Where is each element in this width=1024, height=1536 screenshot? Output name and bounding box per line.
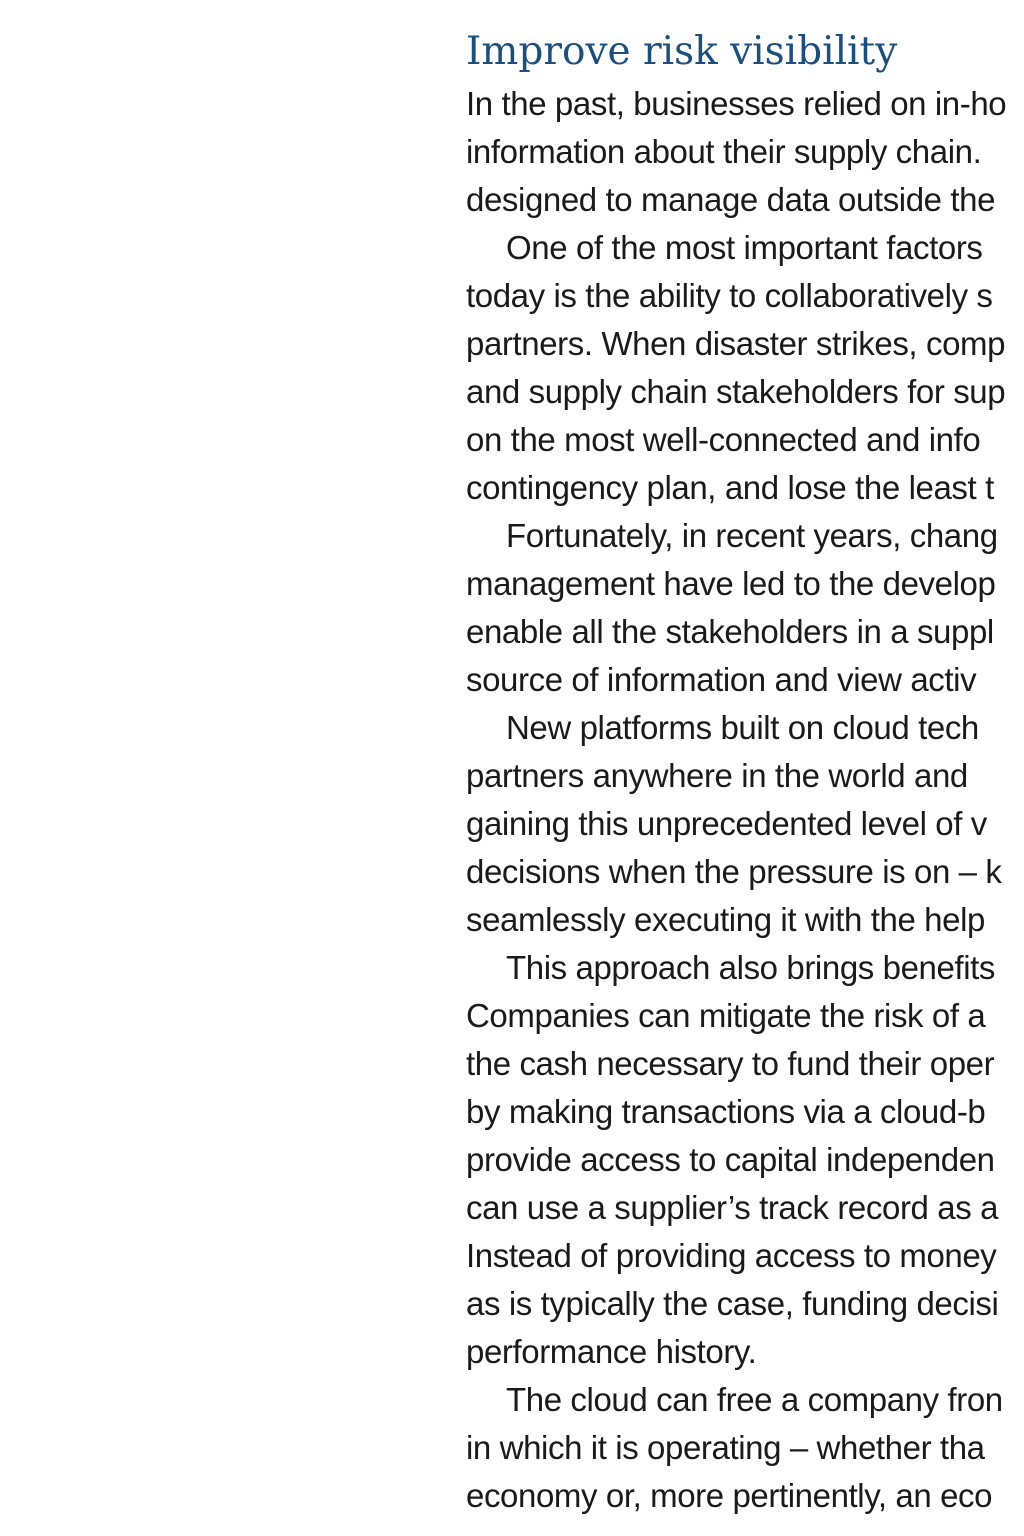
text-line: and supply chain stakeholders for sup [466,373,1006,410]
paragraph-first-line: The cloud can free a company fron [506,1381,1003,1418]
article-body [466,80,1024,1520]
text-line: management have led to the develop [466,565,996,602]
text-line: decisions when the pressure is on – k [466,853,1002,890]
text-line: Companies can mitigate the risk of a [466,997,986,1034]
paragraph-first-line: Fortunately, in recent years, chang [506,517,998,554]
text-line: today is the ability to collaboratively s [466,277,993,314]
text-line: gaining this unprecedented level of v [466,805,987,842]
text-line: economy or, more pertinently, an eco [466,1477,993,1514]
text-line: by making transactions via a cloud-b [466,1093,986,1130]
text-line: as is typically the case, funding decisi [466,1285,999,1322]
text-line: designed to manage data outside the [466,181,996,218]
text-line: In the past, businesses relied on in-ho [466,85,1007,122]
text-line: seamlessly executing it with the help [466,901,985,938]
text-line: in which it is operating – whether tha [466,1429,985,1466]
text-line: information about their supply chain. [466,133,982,170]
paragraph-first-line: This approach also brings benefits [506,949,996,986]
text-line: on the most well-connected and info [466,421,981,458]
paragraph-first-line: One of the most important factors [506,229,983,266]
text-line: can use a supplier’s track record as a [466,1189,999,1226]
text-line: partners. When disaster strikes, comp [466,325,1006,362]
text-line: contingency plan, and lose the least t [466,469,994,506]
text-line: Instead of providing access to money [466,1237,997,1274]
text-line: performance history. [466,1333,757,1370]
text-line: provide access to capital independen [466,1141,995,1178]
text-line: source of information and view activ [466,661,977,698]
paragraph-first-line: New platforms built on cloud tech [506,709,979,746]
text-line: the cash necessary to fund their oper [466,1045,995,1082]
section-heading: Improve risk visibility [466,29,898,74]
text-line: partners anywhere in the world and [466,757,968,794]
text-line: enable all the stakeholders in a suppl [466,613,994,650]
